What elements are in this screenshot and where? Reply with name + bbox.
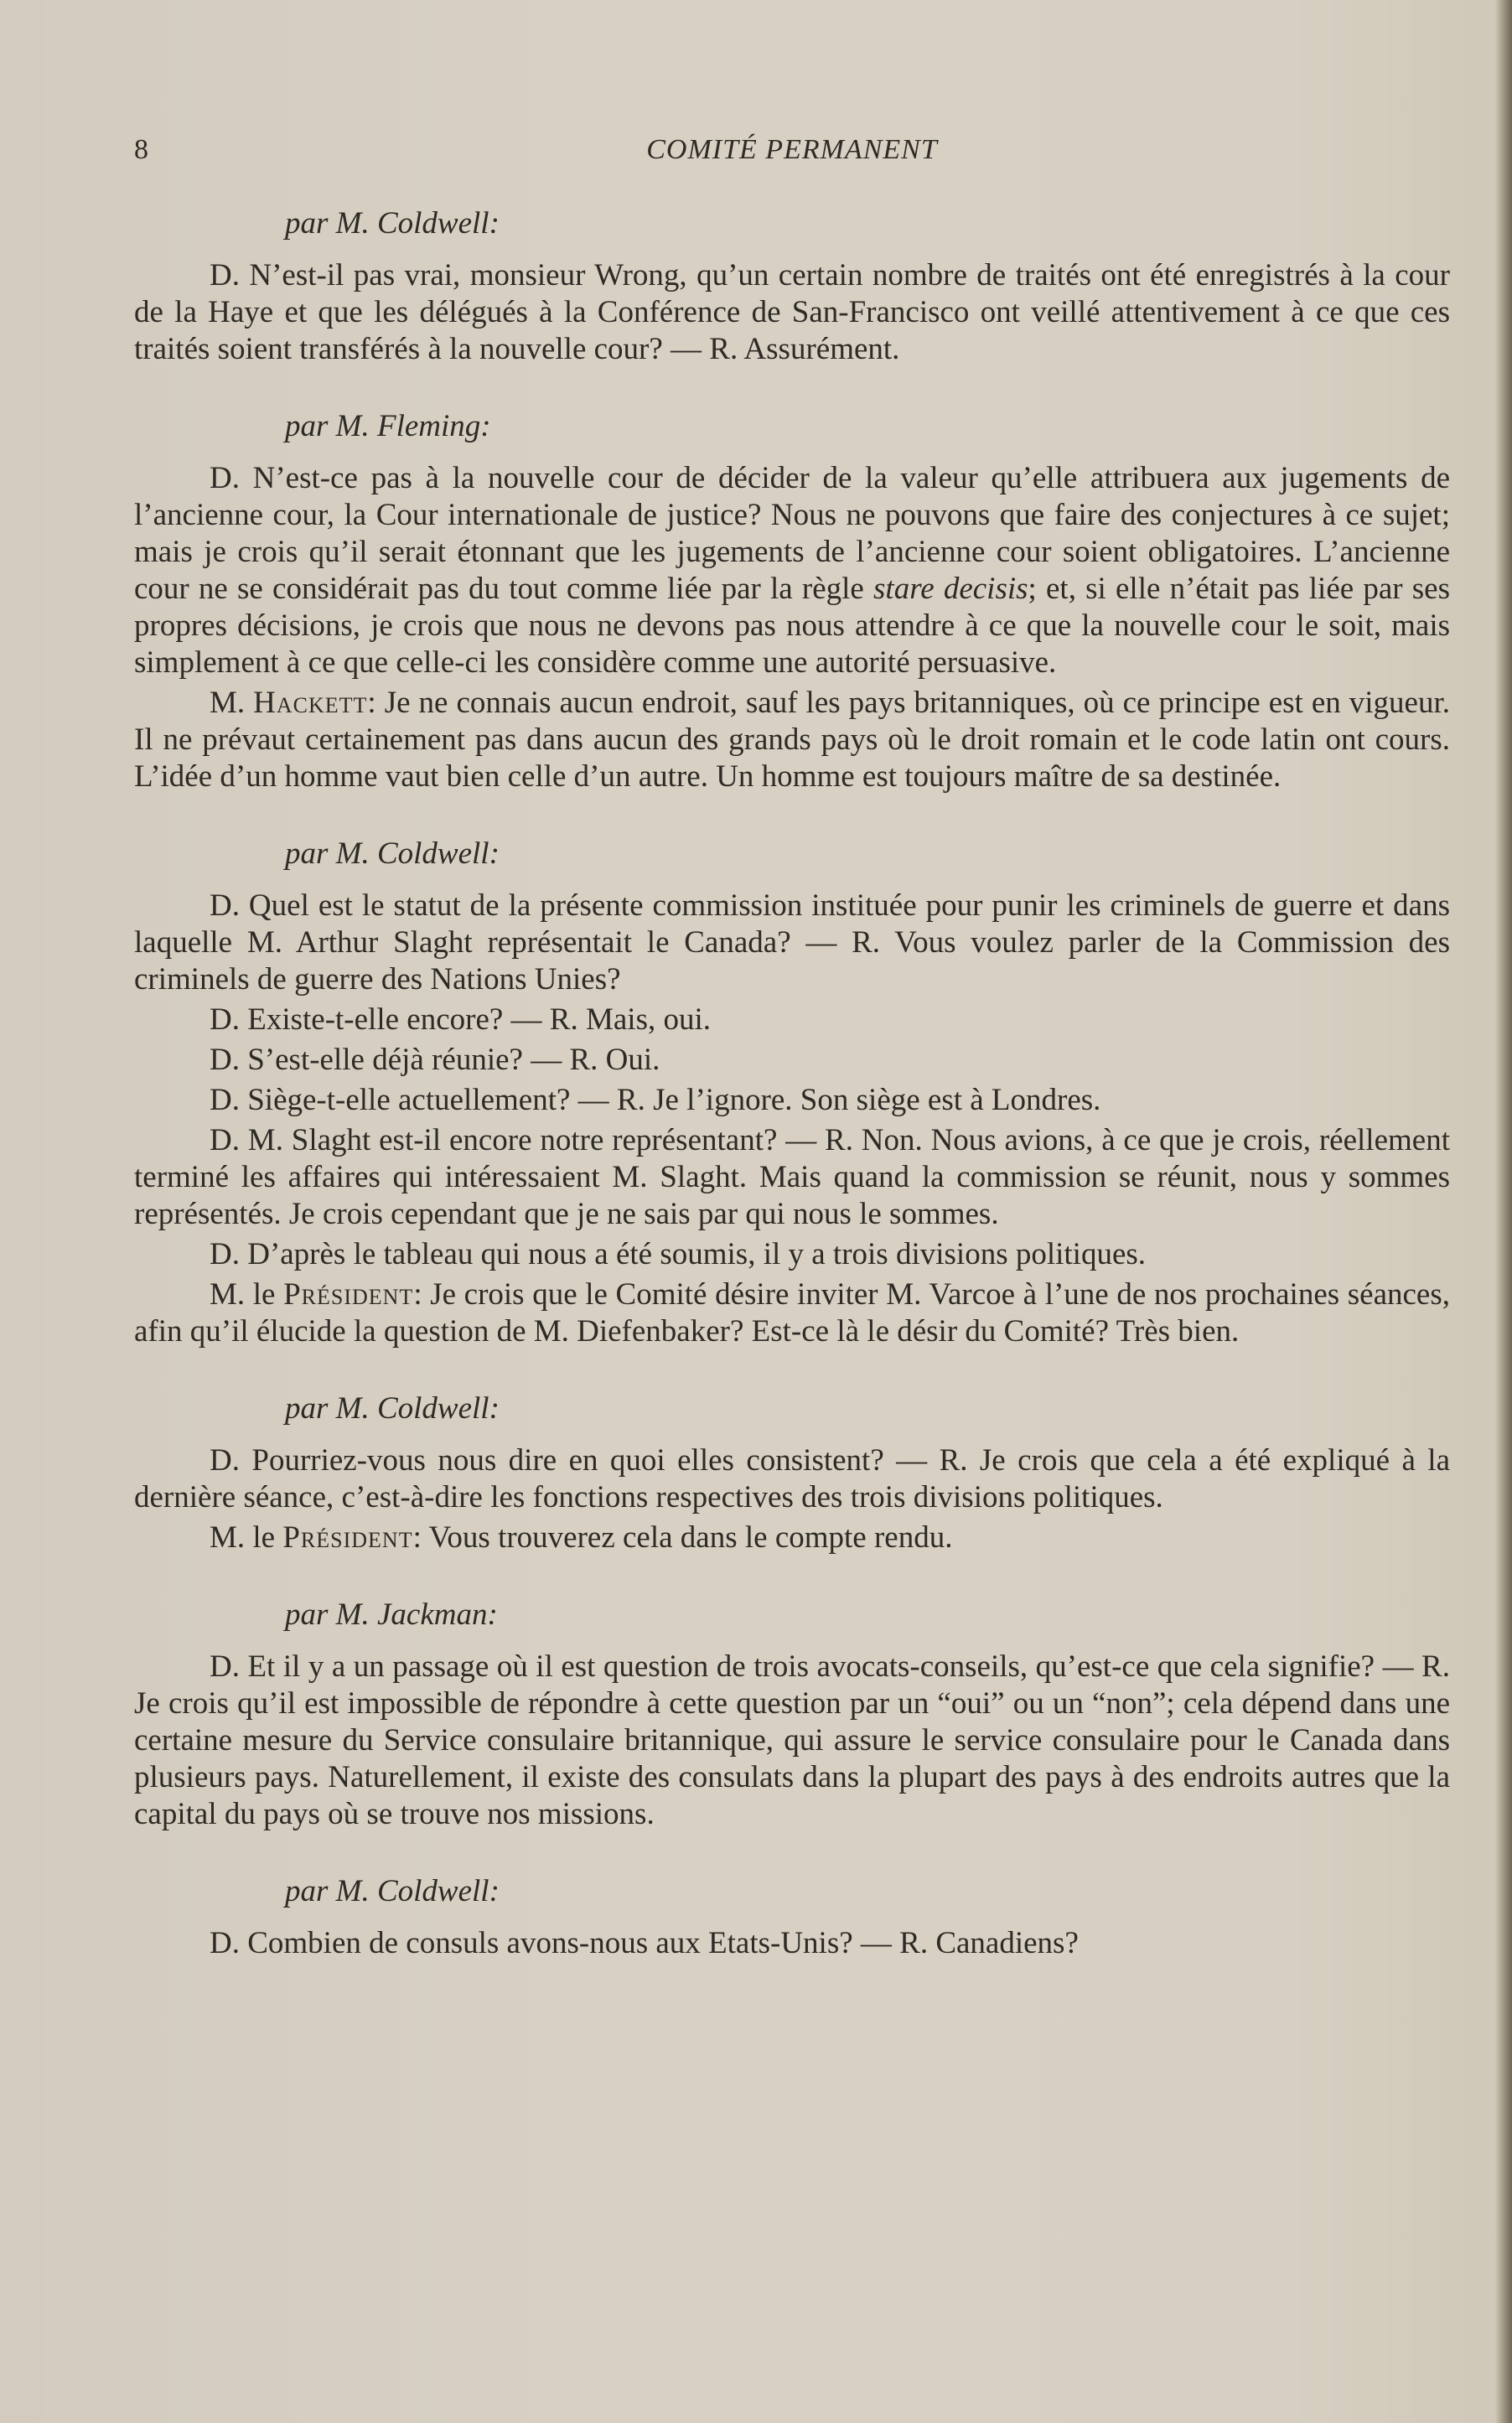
page-number: 8 [134, 134, 148, 165]
paragraph: D. M. Slaght est-il encore notre représentant? — R. Non. Nous avions, à ce que je crois, réellement terminé les affaires qui intéressaient M. Slaght. Mais quand la commission se réunit, nous y sommes représentés. Je crois cependant que je ne sais par qui nous le sommes. [134, 1123, 1450, 1231]
paragraph-text: ; et, si elle n’était pas liée par ses propres décisions, je crois que nous ne devons pas nous attendre à ce que la nouvelle cour le soit, mais simplement à ce que celle-ci les considère comme une autorité persuasive. [134, 572, 1450, 680]
exchange-section [134, 1390, 1450, 1556]
paragraph-text: : Vous trouverez cela dans le compte rendu. [412, 1520, 953, 1555]
exchange-section [134, 205, 1450, 368]
paragraph: D. Siège-t-elle actuellement? — R. Je l’ignore. Son siège est à Londres. [210, 1083, 1101, 1117]
speaker-heading: par M. Fleming: [285, 409, 491, 443]
speaker-name: Hackett [253, 686, 368, 720]
page-body [134, 205, 1450, 2002]
paragraph-text: D. N’est-ce pas à la nouvelle cour de décider de la valeur qu’elle attribuera aux jugements de l’ancienne cour, la Cour internationale de justice? Nous ne pouvons que faire des conjectures à ce sujet; mais je crois qu’il serait étonnant que les jugements de l’ancienne cour soient obligatoires. L’ancienne cour ne se considérait pas du tout comme liée par la règle [134, 461, 1450, 606]
exchange-section [134, 1873, 1450, 1962]
running-title: COMITÉ PERMANENT [646, 134, 938, 165]
speaker-name: Président [282, 1520, 413, 1555]
speaker-heading: par M. Coldwell: [285, 1391, 500, 1426]
exchange-section [134, 836, 1450, 1350]
speaker-heading: par M. Coldwell: [285, 1874, 500, 1908]
paragraph: D. Pourriez-vous nous dire en quoi elles consistent? — R. Je crois que cela a été expliqué à la dernière séance, c’est-à-dire les fonctions respectives des trois divisions politiques. [134, 1443, 1450, 1514]
speaker-name: Président [283, 1277, 414, 1312]
paragraph: D. N’est-il pas vrai, monsieur Wrong, qu’un certain nombre de traités ont été enregistrés à la cour de la Haye et que les délégués à la Conférence de San-Francisco ont veillé attentivement à ce que ces traités soient transférés à la nouvelle cour? — R. Assurément. [134, 258, 1450, 366]
paragraph [134, 1276, 1450, 1350]
paragraph: D. D’après le tableau qui nous a été soumis, il y a trois divisions politiques. [210, 1237, 1147, 1271]
speaker-prefix: M. le [210, 1520, 283, 1555]
speaker-prefix: M. le [210, 1277, 284, 1312]
paragraph-text: : Je ne connais aucun endroit, sauf les pays britanniques, où ce principe est en vigueur. Il ne prévaut certainement pas dans aucun des grands pays où le droit romain et le code latin ont cours. L’idée d’un homme vaut bien celle d’un autre. Un homme est toujours maître de sa destinée. [134, 686, 1450, 794]
speaker-prefix: M. [210, 686, 254, 720]
paragraph [134, 1520, 1450, 1556]
page-header [134, 134, 1450, 171]
speaker-heading: par M. Coldwell: [285, 836, 500, 871]
page-edge [1495, 0, 1512, 2423]
paragraph [134, 460, 1450, 681]
latin-term: stare decisis [873, 572, 1028, 606]
paragraph: D. S’est-elle déjà réunie? — R. Oui. [210, 1043, 660, 1077]
paragraph [134, 685, 1450, 795]
paragraph-text: : Je crois que le Comité désire inviter M. Varcoe à l’une de nos prochaines séances, afin qu’il élucide la question de M. Diefenbaker? Est-ce là le désir du Comité? Très bien. [134, 1277, 1450, 1349]
paragraph: D. Quel est le statut de la présente commission instituée pour punir les criminels de guerre et dans laquelle M. Arthur Slaght représentait le Canada? — R. Vous voulez parler de la Commission des criminels de guerre des Nations Unies? [134, 888, 1450, 997]
exchange-section [134, 408, 1450, 795]
paragraph: D. Et il y a un passage où il est question de trois avocats-conseils, qu’est-ce que cela signifie? — R. Je crois qu’il est impossible de répondre à cette question par un “oui” ou un “non”; cela dépend dans une certaine mesure du Service consulaire britannique, qui assure le service consulaire pour le Canada dans plusieurs pays. Naturellement, il existe des consulats dans la plupart des pays à des endroits autres que la capital du pays où se trouve nos missions. [134, 1649, 1450, 1831]
paragraph: D. Existe-t-elle encore? — R. Mais, oui. [210, 1002, 711, 1037]
speaker-heading: par M. Coldwell: [285, 206, 500, 241]
exchange-section [134, 1597, 1450, 1833]
paragraph: D. Combien de consuls avons-nous aux Etats-Unis? — R. Canadiens? [210, 1926, 1079, 1960]
speaker-heading: par M. Jackman: [285, 1597, 498, 1632]
